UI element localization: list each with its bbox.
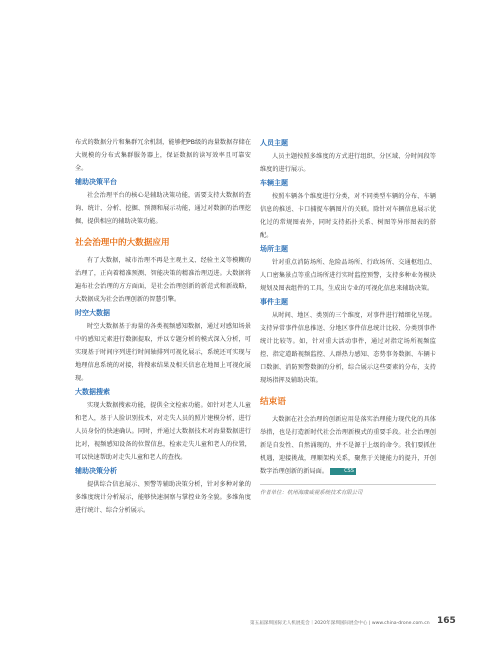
section-heading-decision-platform: 辅助决策平台 — [75, 178, 117, 186]
left-column — [75, 136, 251, 517]
paragraph: 社会治理平台的核心是辅助决策功能，需要支持大数据的查询、统计、分析、挖掘、预测和展示功能，通过对数据的治理挖掘，提供相应的辅助决策功能。 — [75, 192, 251, 225]
section-heading-analysis: 辅助决策分析 — [75, 467, 117, 475]
section-heading-search: 大数据搜索 — [75, 388, 110, 396]
paragraph: 针对重点消防场所、危险品场所、行政场所、交通枢纽点、人口密集景点等重点场所进行实时监控预警，支持多种业务模块规划及图表组件的工具，生成出专业的可视化信息来辅助决策。 — [260, 259, 436, 292]
section-heading-event: 事件主题 — [260, 298, 288, 306]
paragraph-with-end-mark — [260, 413, 436, 478]
paragraph: 时空大数据基于海量的各类视频感知数据，通过对感知场景中的感知元素进行数据提取，并以专题分析的模式深入分析，可实现基于时间序列进行时间轴排列可视化展示，系统还可实现与地理信息系统的对接，将搜索结果及相关信息在地图上可视化展现。 — [75, 323, 251, 382]
right-column — [260, 136, 436, 498]
page-number: 165 — [437, 616, 456, 626]
main-section-heading: 社会治理中的大数据应用 — [75, 238, 170, 248]
section-heading-person: 人员主题 — [260, 139, 288, 147]
conclusion-heading: 结束语 — [260, 397, 286, 407]
paragraph: 人员主题按照多维度的方式进行组织，分区域、分时间段等维度的进行展示。 — [260, 153, 436, 173]
paragraph: 从时间、地区、类别的三个维度，对事件进行精细化呈现。支持异常事件信息推送、分地区事件信息统计比较、分类别事件统计比较等。如，针对重大活动事件，通过对指定场所视频监控、指定道路视频监控、人群热力感知、态势事务数据、车辆卡口数据、消防预警数据的分析，综合展示这些要素的分布，支持现场指挥及辅助决策。 — [260, 312, 436, 384]
footer-text: 第五届深圳国际无人机展览会｜2020年深圳国际展会中心 | www.china-drone.com.cn — [250, 621, 430, 626]
end-mark-icon: CSS — [330, 468, 356, 475]
paragraph: 有了大数据，城市治理不再是主观主义、经验主义等模糊的治理了，正向着精准预测、智能决策的精准治理迈进。大数据将遍布社会治理的方方面面，是社会治理创新的新范式和新战略，大数据成为社会治理创新的智慧引擎。 — [75, 257, 251, 303]
section-heading-vehicle: 车辆主题 — [260, 179, 288, 187]
paragraph: 布式的数据分片和集群冗余机制，能够把PB级的海量数据存储在大规模的分布式集群服务器上，保证数据的读写效率且可靠安全。 — [75, 139, 251, 172]
author-affiliation: 作者单位：杭州海康威视系统技术有限公司 — [260, 484, 436, 498]
section-heading-spatiotemporal: 时空大数据 — [75, 309, 110, 317]
paragraph: 按照车辆各个维度进行分类，对不同类型车辆的分布、车辆信息的推送、卡口捕捉车辆图片的关联。除针对车辆信息展示优化过的常规图表外，同时支持拓扑关系、树图等异形图表的搭配。 — [260, 193, 436, 239]
paragraph: 提供综合信息展示、预警等辅助决策分析，针对多种对象的多维度统计分析展示，能够快速洞察与掌控业务全貌。多维角度进行统计、综合分析展示。 — [75, 481, 251, 514]
conclusion-text: 大数据在社会治理的创新应用是落实治理能力现代化的具体举措，也是打造新时代社会治理新模式的重要手段。社会治理创新是自发性、自然涌现的，并不是源于上级的命令。我们要抓住机遇，迎接挑战，理顺架构关系，聚焦于关键能力的提升，开创数字治理创新的新局面。 — [260, 416, 436, 475]
paragraph: 实现大数据搜索功能，提供全文检索功能。如针对老人儿童和老人，基于人脸识别技术，对走失人员的照片建模分析，进行人员身份的快速确认。同时，并通过大数据技术对海量数据进行比对，视频感知设备的位置信息，检索走失儿童和老人的位置，可以快速帮助对走失儿童和老人的查找。 — [75, 402, 251, 461]
section-heading-place: 场所主题 — [260, 245, 288, 253]
